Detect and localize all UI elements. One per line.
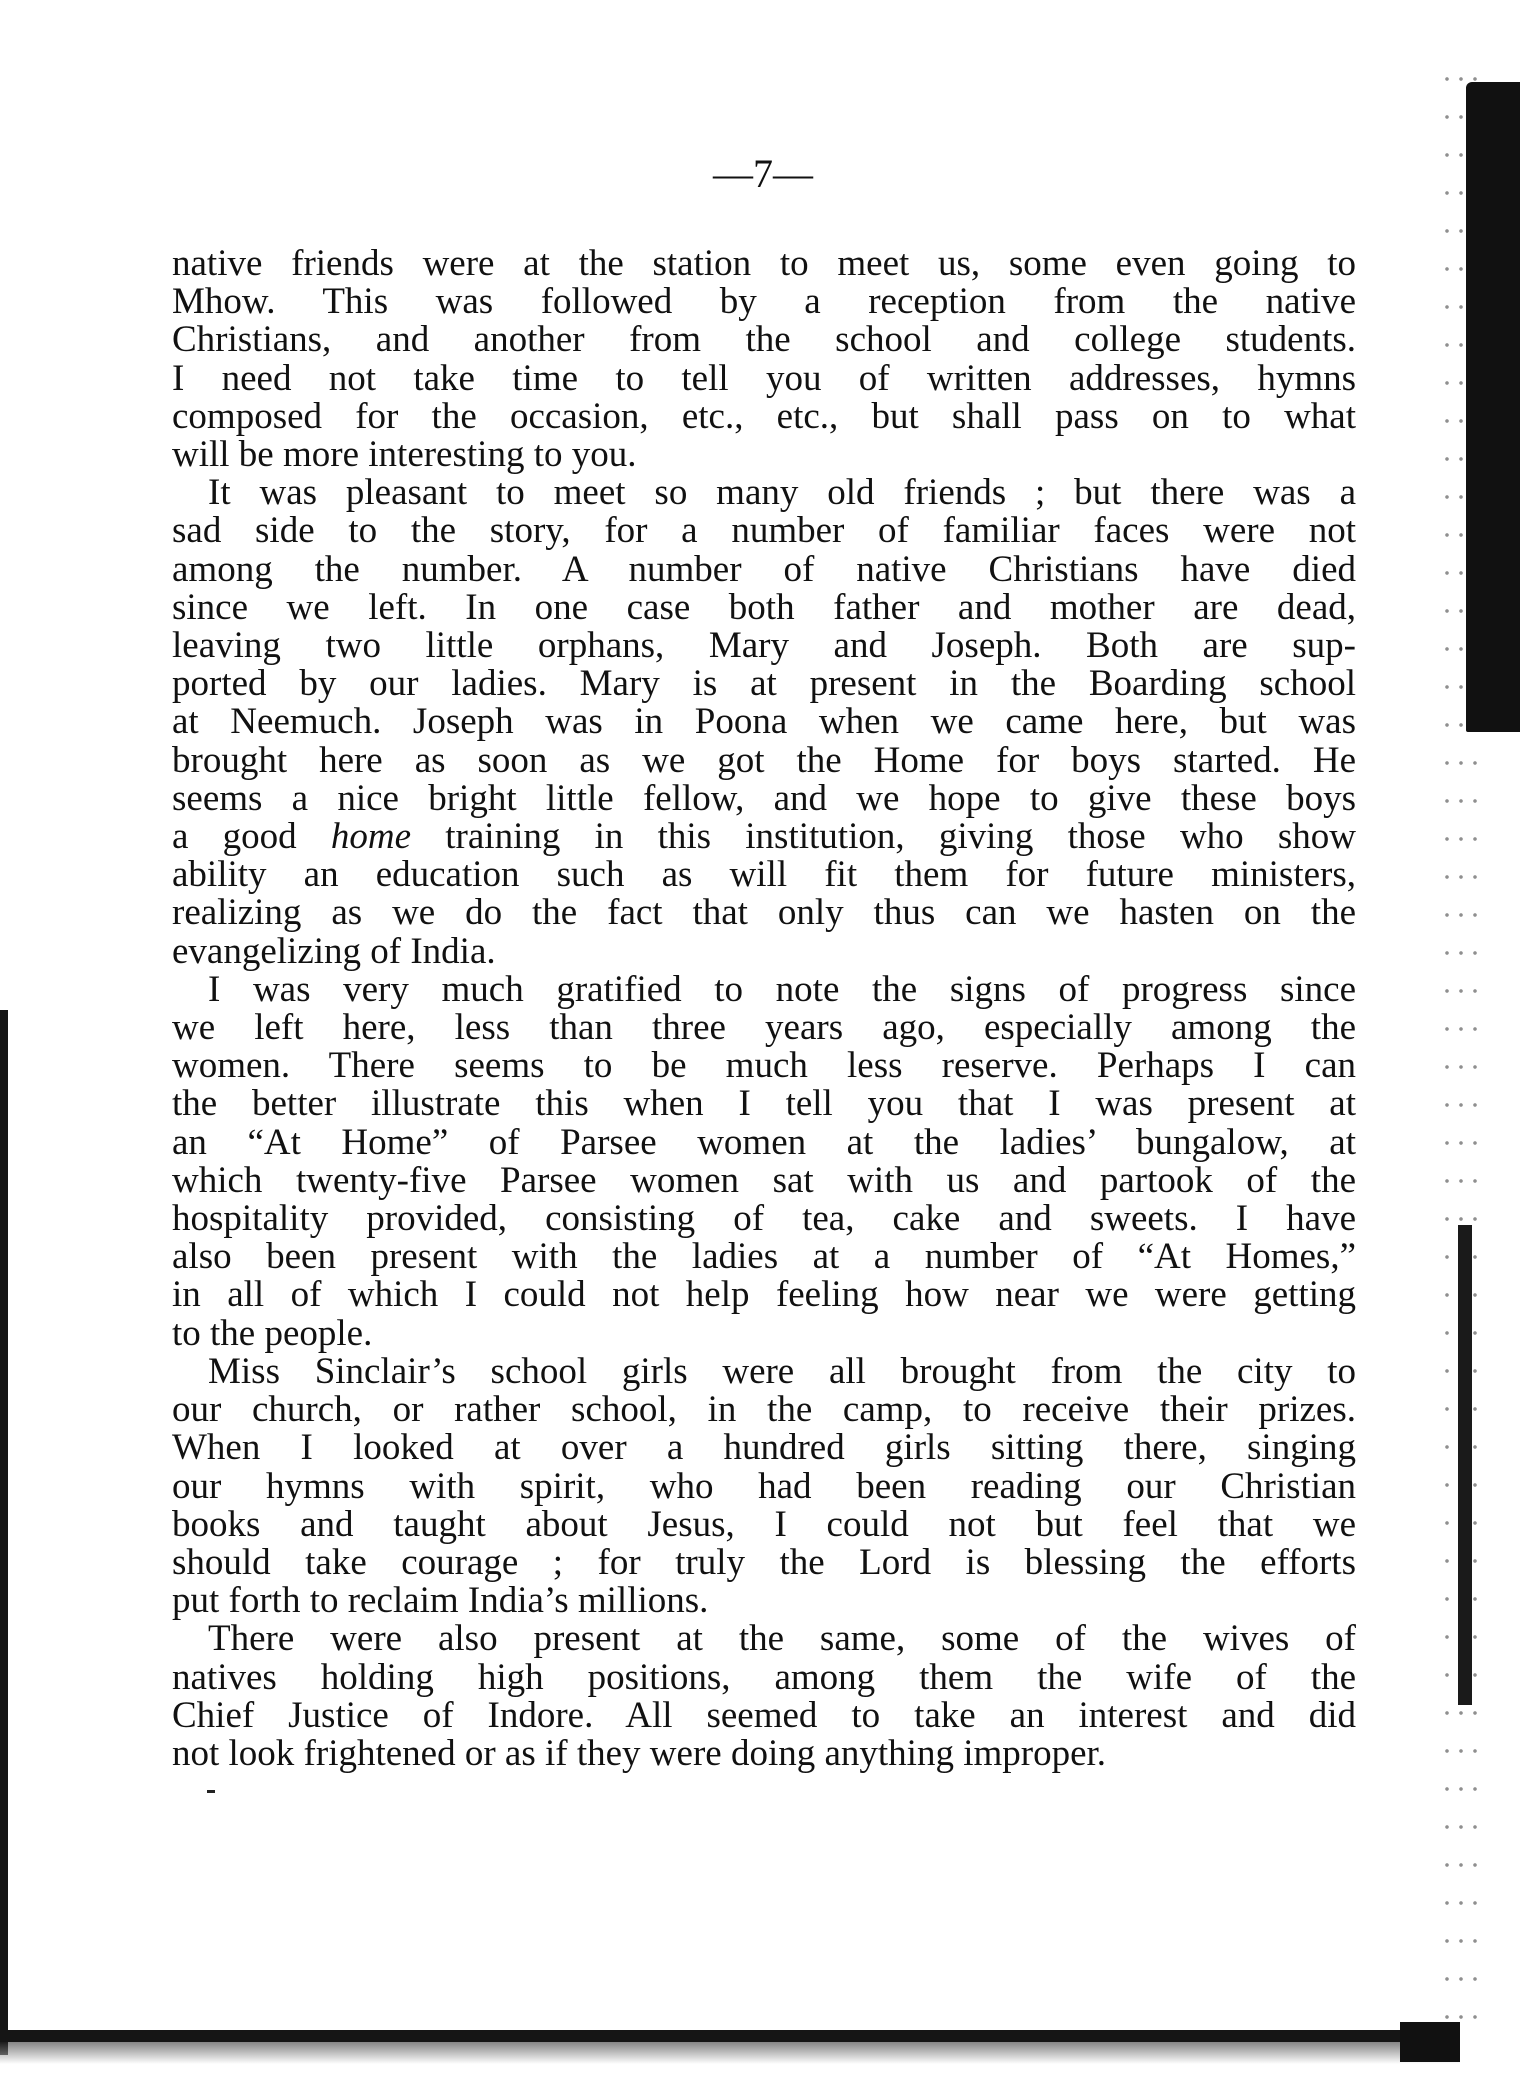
text-line: since we left. In one case both father and mother are dead, — [172, 586, 1356, 628]
text-line: ability an education such as will fit them for future ministers, — [172, 854, 1356, 896]
text-line: our church, or rather school, in the camp, to receive their prizes. — [172, 1389, 1356, 1431]
text-line: native friends were at the station to meet us, some even going to — [172, 243, 1356, 284]
text-line: When I looked at over a hundred girls sitting there, singing — [172, 1427, 1356, 1469]
text-line: to the people. — [172, 1312, 373, 1354]
text-line: also been present with the ladies at a number of “At Homes,” — [172, 1236, 1356, 1278]
text-line: at Neemuch. Joseph was in Poona when we came here, but was — [172, 701, 1356, 743]
text-line: ported by our ladies. Mary is at present in the Boarding school — [172, 663, 1356, 705]
text-line: hospitality provided, consisting of tea, cake and sweets. I have — [172, 1198, 1356, 1240]
page-number: —7— — [713, 151, 813, 196]
scan-edge-shadow-bottom — [0, 2030, 1460, 2042]
scan-corner-shadow — [1400, 2022, 1460, 2062]
text-line: Christians, and another from the school and college students. — [172, 319, 1356, 361]
text-line: among the number. A number of native Christians have died — [172, 548, 1356, 590]
text-line: women. There seems to be much less reserve. Perhaps I can — [172, 1045, 1356, 1087]
text-line: books and taught about Jesus, I could not but feel that we — [172, 1503, 1356, 1545]
body-text — [172, 245, 1356, 1773]
text-line: which twenty-five Parsee women sat with us and partook of the — [172, 1159, 1356, 1201]
text-line: brought here as soon as we got the Home for boys started. He — [172, 739, 1356, 781]
text-line: sad side to the story, for a number of familiar faces were not — [172, 510, 1356, 552]
text-line: Miss Sinclair’s school girls were all brought from the city to — [208, 1350, 1356, 1392]
text-line: I need not take time to tell you of written addresses, hymns — [172, 357, 1356, 399]
scan-edge-shadow-right-lower — [1458, 1225, 1472, 1705]
text-fragment: a good — [172, 816, 297, 858]
text-line: Chief Justice of Indore. All seemed to take an interest and did — [172, 1694, 1356, 1736]
stray-ink-mark — [207, 1790, 215, 1793]
text-line: our hymns with spirit, who had been reading our Christian — [172, 1465, 1356, 1507]
text-line: I was very much gratified to note the signs of progress since — [208, 968, 1356, 1010]
text-line: natives holding high positions, among them the wife of the — [172, 1656, 1356, 1698]
scan-edge-shadow-right — [1466, 82, 1520, 732]
text-line: It was pleasant to meet so many old friends ; but there was a — [208, 472, 1356, 514]
text-line: Mhow. This was followed by a reception from the native — [172, 281, 1356, 323]
text-line: put forth to reclaim India’s millions. — [172, 1580, 709, 1622]
text-line: realizing as we do the fact that only thus can we hasten on the — [172, 892, 1356, 934]
italic-word: home — [330, 816, 412, 858]
text-line: will be more interesting to you. — [172, 434, 637, 476]
text-line: There were also present at the same, some of the wives of — [208, 1618, 1356, 1660]
text-line: an “At Home” of Parsee women at the ladies’ bungalow, at — [172, 1121, 1356, 1163]
text-line: we left here, less than three years ago, especially among the — [172, 1007, 1356, 1049]
scan-edge-smear-bottom — [0, 2042, 1460, 2064]
text-line: in all of which I could not help feeling how near we were getting — [172, 1274, 1356, 1316]
paragraph — [172, 968, 1356, 1354]
text-line: composed for the occasion, etc., etc., but shall pass on to what — [172, 395, 1356, 437]
text-line: not look frightened or as if they were doing anything improper. — [172, 1732, 1107, 1774]
text-line: should take courage ; for truly the Lord is blessing the efforts — [172, 1541, 1356, 1583]
paragraph — [172, 1620, 1356, 1773]
text-line: seems a nice bright little fellow, and we hope to give these boys — [172, 777, 1356, 819]
scan-edge-shadow-left — [0, 1010, 8, 2055]
text-fragment: training in this institution, giving those who show — [445, 816, 1357, 858]
paragraph — [172, 245, 1356, 474]
text-line: evangelizing of India. — [172, 930, 496, 972]
paragraph — [172, 474, 1356, 971]
text-line: leaving two little orphans, Mary and Joseph. Both are sup- — [172, 625, 1356, 667]
paragraph — [172, 1350, 1356, 1622]
text-line-with-italic — [172, 818, 1356, 856]
text-line: the better illustrate this when I tell you that I was present at — [172, 1083, 1356, 1125]
